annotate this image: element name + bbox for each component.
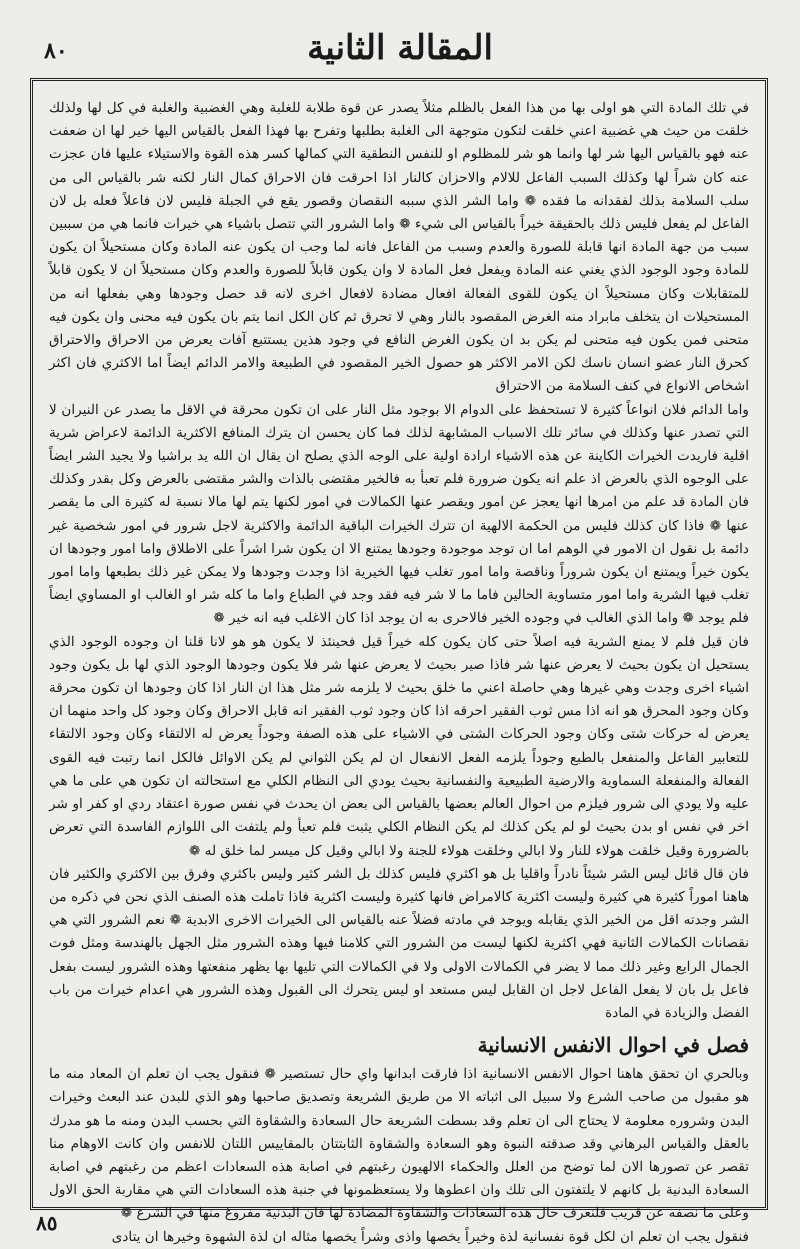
paragraph: فنقول يجب ان تعلم ان لكل قوة نفسانية لذة وخيراً يخصها واذى وشراً يخصها مثاله ان لذة الشهوة وخيرها ان يتادى	[111, 1228, 749, 1245]
paragraph: فان قيل فلم لا يمنع الشرية فيه اصلاً حتى كان يكون كله خيراً قيل فحينئذ لا يكون هو هو لانا قلنا ان وجوده الوجود الذي يستحيل ان يكون بحيث لا يعرض عنها شر فاذا صير بحيث لا يعرض عنها شر فلا يكون وجودها الوجود الذي لها بل يكون وجود اشياء اخرى وجدت وهي غيرها وهي حاصلة اعني ما خلق بحيث لا يلزمه شر مثل هذا ان النار اذا كان وجودها ان تكون محرقة وكان وجود المحرق هو انه اذا مس ثوب الفقير احرقه اذا كان وجود ثوب الفقير انه قابل الاحراق وكان وجود كل واحد منهما ان يعرض له حركات شتى وكان وجود الحركات الشتى في الاشياء على هذه الصفة وجوداً يعرض له الالتقاء وكان وجود الالتقاء للتعابير الفاعل والمنفعل بالطبع وجوداً يلزمه الفعل الانفعال ان لم يكن الثواني لم يكن الاوائل فالكل انما رتبت فيه القوى الفعالة والمنفعلة السماوية والارضية الطبيعية والنفسانية بحيث يودي الى النظام الكلي مع استحالته ان تكون هي على ما هي عليه ولا يودي الى شرور فيلزم من احوال العالم بعضها بالقياس الى بعض ان يحدث في نفس صورة اعتقاد ردي او كفر او شر اخر في نفس او بدن بحيث لو لم يكن كذلك لم يكن النظام الكلي يثبت فلم تعبأ ولم يلتفت الى اللوازم الفاسدة التي تعرض بالضرورة وقيل خلقت هولاء للنار ولا ابالي وخلقت هولاء للجنة ولا ابالي وقيل كل ميسر لما خلق له ❁	[49, 633, 749, 859]
signature-mark: ٨٥	[36, 1211, 58, 1235]
section-heading: فصل في احوال الانفس الانسانية	[477, 1033, 749, 1058]
paragraph: واما الدائم فلان انواعاً كثيرة لا تستحفظ على الدوام الا بوجود مثل النار على ان تكون محرقة في الاقل ما يصدر عن النيران لا التي تصدر عنها وكذلك في سائر تلك الاسباب المشابهة لذلك فما كان يحسن ان يترك المنافع الاكثرية الدائمة لاعراض شرية اقلية فاريدت الخيرات الكاينة عن هذه الاشياء ارادة اولية على الوجه الذي يصلح ان يقال ان الله يد براشيا ولا يجيد الشر ايضاً على الوجوه الذي بالعرض اذ علم انه يكون ضرورة فلم تعبأ به فالخير مقتضى بالذات والشر مقتضى بالعرض وكل بقدر وكذلك فان المادة قد علم من امرها انها يعجز عن امور ويقصر عنها الكمالات في امور لكنها يتم لها مالا نسبة له كثيرة الى ما يقصر عنها ❁ فاذا كان كذلك فليس من الحكمة الالهية ان تترك الخيرات الباقية الدائمة والاكثرية لاجل شرور في امور شخصية غير دائمة بل نقول ان الامور في الوهم اما ان توجد موجودة وجودها يمتنع الا ان يكون شرا اشراً على الاطلاق واما امور وجودها ان يكون خيراً ويمتنع ان يكون شروراً وناقصة واما امور تغلب فيها الخيرية اذا وجدت وجودها ولا يمكن غير ذلك بطبعها واما امور تغلب فيها الشرية واما امور متساوية الحالين فاما ما لا شر فيه فقد وجد في الطباع واما ما كله شر او الغالب او المساوي ايضاً فلم يوجد ❁ واما الذي الغالب في وجوده الخير فالاحرى به ان يوجد اذا كان الاغلب فيه انه خير ❁	[49, 401, 749, 627]
page-number: ٨٠	[44, 38, 68, 64]
paragraph: في تلك المادة التي هو اولى بها من هذا الفعل بالظلم مثلاً يصدر عن قوة طلابة للغلبة وهي الغضبية والغلبة في كل لها ولذلك خلقت من حيث هي غضبية اعني خلقت لتكون متوجهة الى الغلبة بطلبها وتفرح بها فهذا الفعل بالقياس اليها خير لها ان ضعفت عنه فهو بالقياس اليها شر لها وانما هو شر للمظلوم او للنفس النطقية التي كمالها كسر هذه القوة والاستيلاء عليها فان عجزت عنه كان شراً لها وكذلك السبب الفاعل للالام والاحزان كالنار اذا احرقت فان الاحراق كمال النار لكنه شر بالقياس الى من سلب السلامة بذلك لفقدانه ما فقده ❁ واما الشر الذي سببه النقصان وقصور يقع في الجبلة فليس لان فاعلاً فعله بل لان الفاعل لم يفعل فليس ذلك بالحقيقة خيراً بالقياس الى شيء ❁ واما الشرور التي تتصل باشياء هي خيرات فانما هي من سببين سبب من جهة المادة انها قابلة للصورة والعدم وسبب من الفاعل فانه لما وجب ان يكون عنه المادة وكان مستحيلاً ان يكون للمادة وجود الوجود الذي يغني عنه المادة ويفعل فعل المادة لا وان يكون قابلاً للصورة والعدم وكان مستحيلاً ان لا يكون قابلاً للمتقابلات وكان مستحيلاً ان يكون للقوى الفعالة افعال مضادة لافعال اخرى لانه قد حصل وجودها وهي بفعلها انه من المستحيلات ان يتخلف مابراد منه الغرض المقصود بالنار وهي لا تحرق ثم كان الكل انما يتم بان يكون فيه محنى وان يكون فيه متحنى فمن يكون فيه متحنى لم يكن بد ان يكون الغرض النافع في وجود هذين يستتبع آفات يعرض من الاحراق والاحتراق كحرق النار عضو انسان ناسك لكن الامر الاكثر هو حصول الخير المقصود في الطبيعة والامر الدائم ايضاً اما الاكثري فان اكثر اشخاص الانواع في كنف السلامة من الاحتراق	[49, 100, 749, 395]
page-header	[0, 24, 800, 74]
paragraph: فان قال قائل ليس الشر شيئاً نادراً واقليا بل هو اكثري فليس كذلك بل الشر كثير وليس باكثري وفرق بين الاكثري والكثير فان هاهنا اموراً كثيرة هي كثيرة وليست اكثرية كالامراض فانها كثيرة وليست اكثرية فاذا تاملت هذه الصنف الذي نحن في ذكره من الشر وجدته اقل من الخير الذي يقابله ويوجد في مادته فضلاً عنه بالقياس الى الخيرات الاخرى الابدية ❁ نعم الشرور التي هي نقصانات الكمالات الثانية فهي اكثرية لكنها ليست من الشرور التي كلامنا فيها وهذه الشرور مثل الجهل بالهندسة ومثل فوت الجمال الرايع وغير ذلك مما لا يضر في الكمالات الاولى ولا في الكمالات التي تليها بها يظهر منفعتها وهذه الشرور ليست بفعل فاعل بل بان لا يفعل الفاعل لاجل ان القابل ليس مستعد او ليس يتحرك الى القبول وهذه الشرور هي اعدام خيرات من باب الفضل والزيادة في المادة	[49, 865, 749, 1021]
paragraph: وبالحري ان تحقق هاهنا احوال الانفس الانسانية اذا فارقت ابدانها واي حال تستصير ❁ فنقول يجب ان تعلم ان المعاد منه ما هو مقبول من صاحب الشرع ولا سبيل الى اثباته الا من طريق الشريعة وتصديق صاحبها وهو الذي للبدن عند البعث وخيرات البدن وشروره معلومة لا يحتاج الى ان تعلم وقد بسطت الشريعة حال السعادة والشقاوة التي بحسب البدن ومنه ما هو مدرك بالعقل والقياس البرهاني وقد صدقته النبوة وهو السعادة والشقاوة الثابتتان بالمقاييس اللتان للانفس وان كانت الاوهام منا تقصر عن تصورها الان لما توضح من العلل والحكماء الالهيون رغبتهم في اصابة هذه السعادات اعظم من رغبتهم في اصابة السعادة البدنية بل كانهم لا يلتفتون الى تلك وان اعطوها ولا يستعظمونها في جنبة هذه السعادات التي هي مقاربة الحق الاول وعلى ما نصفه عن قريب فلنعرف حال هذه السعادات والشقاوة المضادة لها فان البدنية مفروغ منها في الشرع ❁	[49, 1066, 749, 1222]
main-text	[49, 97, 749, 1249]
chapter-title: المقالة الثانية	[307, 28, 493, 68]
